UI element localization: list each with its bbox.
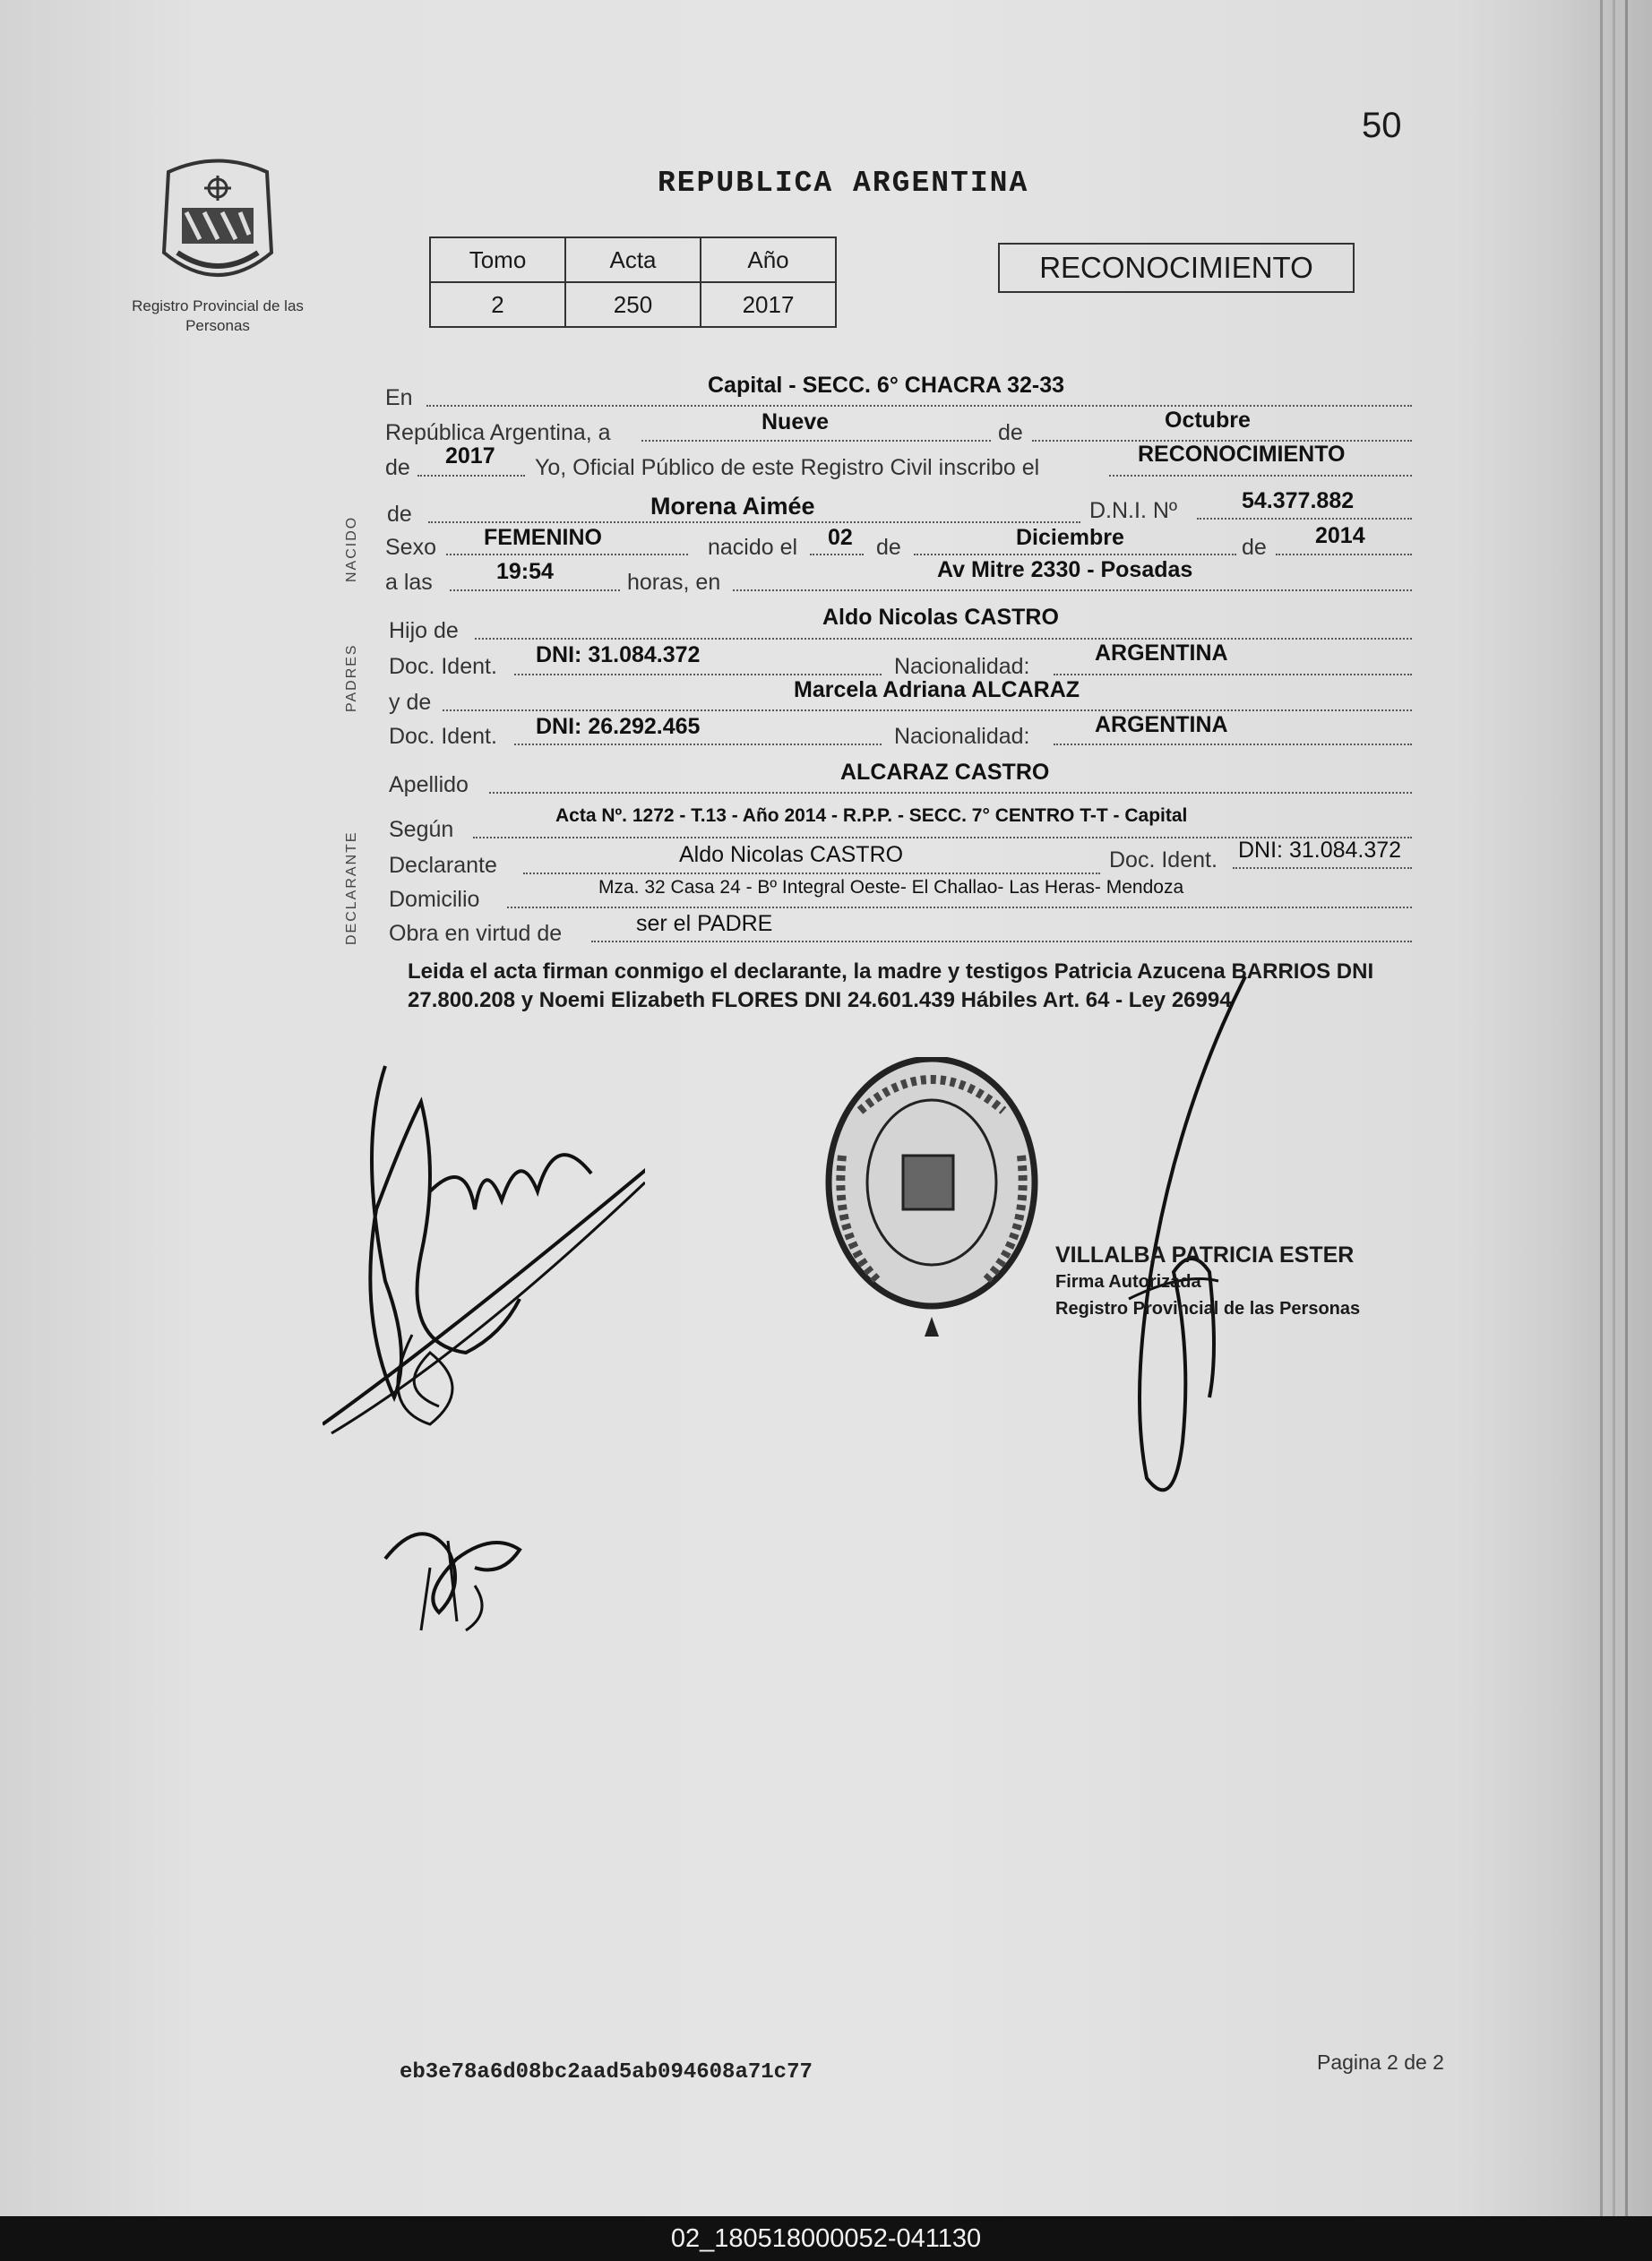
document-title: REPUBLICA ARGENTINA	[658, 167, 1029, 200]
label-obra: Obra en virtud de	[389, 921, 563, 946]
value-nombre: Morena Aimée	[650, 493, 815, 520]
side-label-declarante: DECLARANTE	[344, 830, 359, 945]
dotted-line	[523, 873, 1100, 874]
value-apellido: ALCARAZ CASTRO	[840, 760, 1050, 785]
officer-office: Registro Provincial de las Personas	[1055, 1299, 1361, 1319]
label-republica: República Argentina, a	[385, 420, 611, 445]
label-segun: Según	[389, 817, 454, 842]
label-doc-padre: Doc. Ident.	[389, 654, 497, 679]
label-alas: a las	[385, 570, 433, 595]
value-tomo: 2	[430, 282, 565, 327]
image-caption: 02_180518000052-041130	[0, 2216, 1652, 2261]
value-sexo: FEMENINO	[484, 525, 602, 550]
reference-table	[429, 236, 837, 328]
dotted-line	[1109, 475, 1412, 477]
side-label-nacido: NACIDO	[344, 515, 359, 582]
label-dni: D.N.I. Nº	[1089, 498, 1178, 523]
value-anio: 2017	[445, 443, 495, 469]
value-dni: 54.377.882	[1242, 488, 1355, 513]
official-stamp	[824, 1057, 1053, 1371]
document-hash: eb3e78a6d08bc2aad5ab094608a71c77	[400, 2060, 813, 2085]
table-header-row	[430, 237, 836, 282]
officer-block	[1055, 1242, 1360, 1322]
page-edge	[1625, 0, 1628, 2216]
dotted-line	[591, 941, 1412, 942]
dotted-line	[514, 674, 882, 675]
seal-icon	[824, 1057, 1053, 1371]
label-nacido: nacido el	[708, 535, 798, 560]
page-indicator: Pagina 2 de 2	[1317, 2050, 1444, 2074]
value-declarante: Aldo Nicolas CASTRO	[679, 842, 904, 867]
table-value-row	[430, 282, 836, 327]
value-nacido-mes: Diciembre	[1016, 525, 1124, 550]
header-acta: Acta	[565, 237, 701, 282]
value-madre: Marcela Adriana ALCARAZ	[794, 677, 1080, 702]
value-padre-nac: ARGENTINA	[1095, 640, 1228, 666]
label-nac-madre: Nacionalidad:	[894, 724, 1030, 749]
label-hijo: Hijo de	[389, 618, 459, 643]
label-de-anio: de	[385, 455, 410, 480]
officer-role: Firma Autorizada	[1055, 1272, 1201, 1292]
dotted-line	[914, 554, 1236, 555]
label-de-nombre: de	[387, 502, 412, 527]
value-padre-doc: DNI: 31.084.372	[536, 642, 701, 667]
header-tomo: Tomo	[430, 237, 565, 282]
value-obra: ser el PADRE	[636, 911, 773, 936]
page-number: 50	[1362, 106, 1402, 145]
value-padre: Aldo Nicolas CASTRO	[822, 605, 1059, 630]
value-lugar: Av Mitre 2330 - Posadas	[937, 557, 1193, 582]
value-segun: Acta Nº. 1272 - T.13 - Año 2014 - R.P.P. - SECC. 7° CENTRO T-T - Capital	[555, 805, 1188, 826]
dotted-line	[446, 554, 688, 555]
logo-caption: Registro Provincial de las Personas	[132, 297, 304, 334]
label-sexo: Sexo	[385, 535, 436, 560]
value-madre-doc: DNI: 26.292.465	[536, 714, 701, 739]
dotted-line	[417, 475, 525, 477]
dotted-line	[733, 589, 1412, 591]
header-anio: Año	[701, 237, 836, 282]
dotted-line	[514, 744, 882, 745]
value-hora: 19:54	[496, 559, 554, 584]
label-declarante: Declarante	[389, 853, 497, 878]
value-mes: Octubre	[1165, 408, 1251, 433]
dotted-line	[1276, 554, 1412, 555]
label-yde: y de	[389, 690, 432, 715]
value-acta: 250	[565, 282, 701, 327]
officer-name: VILLALBA PATRICIA ESTER	[1055, 1242, 1355, 1268]
value-decl-doc: DNI: 31.084.372	[1238, 838, 1402, 863]
value-dia: Nueve	[761, 409, 830, 434]
dotted-line	[641, 440, 991, 442]
value-madre-nac: ARGENTINA	[1095, 712, 1228, 737]
dotted-line	[1233, 867, 1412, 869]
page-edge	[1600, 0, 1603, 2216]
dotted-line	[443, 709, 1412, 711]
coat-of-arms-icon	[151, 154, 285, 297]
label-de: de	[998, 420, 1023, 445]
label-doc-madre: Doc. Ident.	[389, 724, 497, 749]
dotted-line	[489, 792, 1412, 794]
label-decl-doc: Doc. Ident.	[1109, 847, 1217, 873]
label-nacido-de: de	[876, 535, 901, 560]
label-nac-padre: Nacionalidad:	[894, 654, 1030, 679]
dotted-line	[507, 907, 1412, 908]
value-en: Capital - SECC. 6° CHACRA 32-33	[708, 373, 1065, 398]
value-domicilio: Mza. 32 Casa 24 - Bº Integral Oeste- El Challao- Las Heras- Mendoza	[598, 877, 1184, 898]
dotted-line	[810, 554, 864, 555]
value-inscribe: RECONOCIMIENTO	[1138, 442, 1346, 467]
dotted-line	[475, 638, 1412, 640]
page-edge	[1613, 0, 1615, 2216]
dotted-line	[428, 521, 1080, 523]
dotted-line	[426, 405, 1412, 407]
side-label-padres: PADRES	[344, 643, 359, 712]
label-domicilio: Domicilio	[389, 887, 480, 912]
value-nacido-anio: 2014	[1315, 523, 1365, 548]
witness-signature	[367, 1478, 546, 1639]
label-nacido-de2: de	[1242, 535, 1267, 560]
province-logo	[151, 154, 285, 297]
dotted-line	[1054, 744, 1412, 745]
dotted-line	[450, 589, 620, 591]
closing-statement: Leida el acta firman conmigo el declarante, la madre y testigos Patricia Azucena BARRIOS DNI 27.800.208 y Noemi Elizabeth FLORES DNI 24.601.439 Hábiles Art. 64 - Ley 26994	[408, 959, 1374, 1012]
label-horas: horas, en	[627, 570, 721, 595]
dotted-line	[1054, 674, 1412, 675]
dotted-line	[1197, 518, 1412, 520]
value-anio: 2017	[701, 282, 836, 327]
label-en: En	[385, 385, 413, 410]
label-apellido: Apellido	[389, 772, 469, 797]
record-type-box: RECONOCIMIENTO	[998, 243, 1355, 293]
value-nacido-dia: 02	[828, 525, 853, 550]
label-inscribe: Yo, Oficial Público de este Registro Civil inscribo el	[535, 455, 1040, 480]
